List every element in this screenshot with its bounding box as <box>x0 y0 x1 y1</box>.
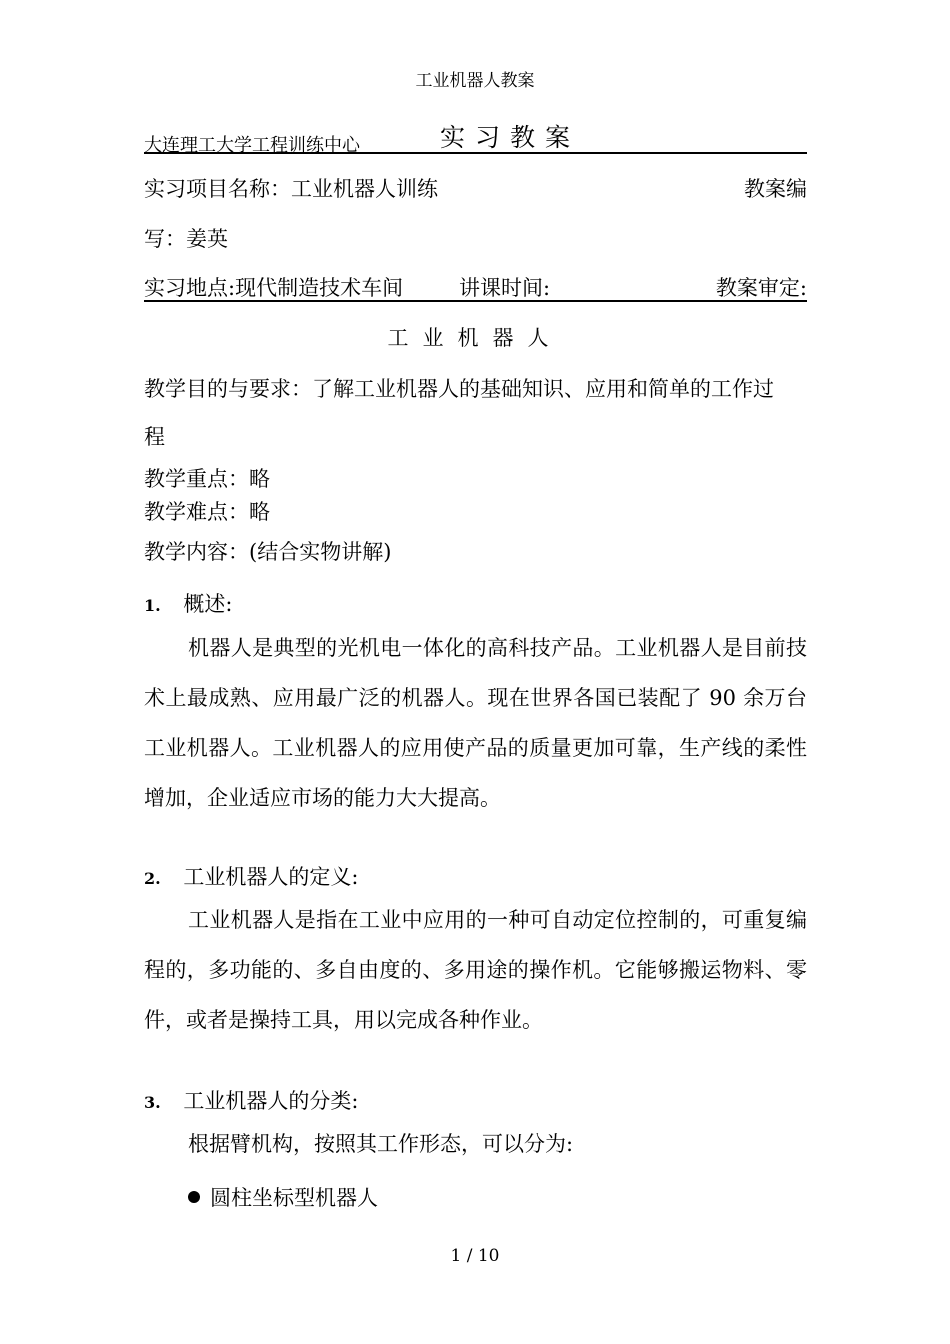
section-1-body <box>144 623 807 823</box>
info-rule <box>144 300 807 302</box>
difficulties: 教学难点：略 <box>144 500 270 524</box>
section-2-heading <box>144 861 358 891</box>
section-title: 工业机器人的定义: <box>183 865 359 889</box>
bullet-icon <box>188 1191 200 1203</box>
paragraph: 工业机器人是指在工业中应用的一种可自动定位控制的，可重复编程的，多功能的、多自由度的、多用途的操作机。它能够搬运物料、零件，或者是操持工具，用以完成各种作业。 <box>144 908 807 1032</box>
organization-name: 大连理工大学工程训练中心 <box>144 135 360 156</box>
objective-line-2: 程 <box>144 425 165 449</box>
section-number: 2. <box>144 869 161 888</box>
section-number: 3. <box>144 1093 161 1112</box>
section-2-body <box>144 895 807 1045</box>
section-3-heading <box>144 1085 358 1115</box>
project-name: 实习项目名称：工业机器人训练 <box>144 177 438 201</box>
lecture-time: 讲课时间: <box>459 276 551 300</box>
author-label-part2: 写：姜英 <box>144 227 228 251</box>
header-rule <box>144 152 807 154</box>
location: 实习地点:现代制造技术车间 <box>144 276 404 300</box>
author-label-part1: 教案编 <box>744 177 807 201</box>
main-title: 工业机器人 <box>387 326 563 350</box>
section-1-heading <box>144 588 232 618</box>
key-points: 教学重点：略 <box>144 467 270 491</box>
objective-line-1: 教学目的与要求：了解工业机器人的基础知识、应用和简单的工作过 <box>144 377 774 401</box>
document-title: 实习教案 <box>440 123 581 152</box>
section-title: 概述: <box>183 592 233 616</box>
running-header: 工业机器人教案 <box>415 71 535 91</box>
bullet-text: 圆柱坐标型机器人 <box>210 1186 378 1210</box>
section-number: 1. <box>144 596 161 615</box>
bullet-item <box>188 1182 378 1212</box>
paragraph: 机器人是典型的光机电一体化的高科技产品。工业机器人是目前技术上最成熟、应用最广泛的机器人。现在世界各国已装配了 90 余万台工业机器人。工业机器人的应用使产品的质量更加可靠，生产线的柔性增加，企业适应市场的能力大大提高。 <box>144 636 807 810</box>
section-title: 工业机器人的分类: <box>183 1089 359 1113</box>
content-label: 教学内容：(结合实物讲解) <box>144 540 392 564</box>
page-number: 1 / 10 <box>450 1246 500 1266</box>
paragraph: 根据臂机构，按照其工作形态，可以分为: <box>188 1132 574 1156</box>
section-3-body <box>144 1119 807 1169</box>
reviewer: 教案审定: <box>715 276 807 300</box>
